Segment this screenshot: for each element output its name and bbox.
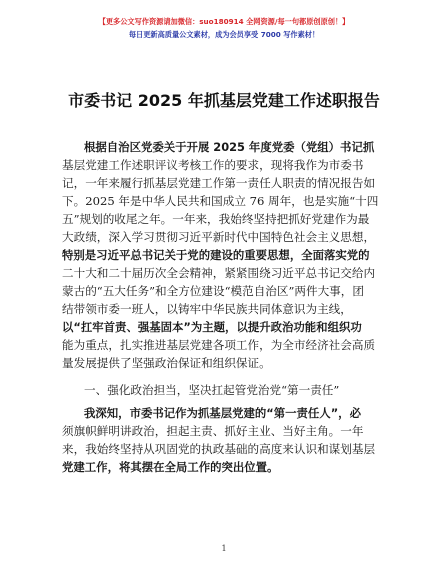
page-number: 1 bbox=[221, 544, 227, 553]
text-line: 根据自治区党委关于开展 2025 年度党委（党组）书记抓 bbox=[84, 140, 375, 154]
text-line: 量发展提供了坚强政治保证和组织保证。 bbox=[62, 356, 271, 370]
section-heading: 一、强化政治担当，坚决扛起管党治党“第一责任” bbox=[84, 383, 340, 397]
text-line: 结带领市委一班人，以铸牢中华民族共同体意识为主线， bbox=[62, 302, 352, 316]
text-line: 下。2025 年是中华人民共和国成立 76 周年，也是实施“十四 bbox=[62, 194, 379, 208]
text-line: 二十大和二十届历次全会精神，紧紧围绕习近平总书记交给内 bbox=[62, 266, 376, 280]
document-title: 市委书记 2025 年抓基层党建工作述职报告 bbox=[68, 91, 380, 110]
text-line: 五”规划的收尾之年。一年来，我始终坚持把抓好党建作为最 bbox=[62, 212, 370, 226]
text-line: 大政绩，深入学习贯彻习近平新时代中国特色社会主义思想， bbox=[62, 230, 376, 244]
text-line: 来，我始终坚持从巩固党的执政基础的高度来认识和谋划基层 bbox=[62, 442, 376, 456]
text-line: 基层党建工作述职评议考核工作的要求，现将我作为市委书 bbox=[62, 158, 364, 172]
text-line: 能为重点，扎实推进基层党建各项工作，为全市经济社会高质 bbox=[62, 338, 376, 352]
text-line: 记，一年来履行抓基层党建工作第一责任人职责的情况报告如 bbox=[62, 176, 376, 190]
text-line: 须旗帜鲜明讲政治，担起主责、抓好主业、当好主角。一年 bbox=[62, 424, 364, 438]
promo-banner-line1: 【更多公文写作资源请加微信：suo180914 全网资源/每一句都原创原创！】 bbox=[98, 17, 350, 26]
text-line: 党建工作，将其摆在全局工作的突出位置。 bbox=[62, 460, 279, 474]
text-line: 我深知，市委书记作为抓基层党建的“第一责任人”，必 bbox=[84, 406, 361, 420]
text-line: 特别是习近平总书记关于党的建设的重要思想，全面落实党的 bbox=[62, 248, 370, 262]
text-line: 蒙古的“五大任务”和全方位建设“模范自治区”两件大事，团 bbox=[62, 284, 364, 298]
text-line: 以“扛牢首责、强基固本”为主题，以提升政治功能和组织功 bbox=[62, 320, 362, 334]
promo-banner-line2: 每日更新高质量公文素材，成为会员享受 7000 写作素材！ bbox=[128, 30, 320, 39]
